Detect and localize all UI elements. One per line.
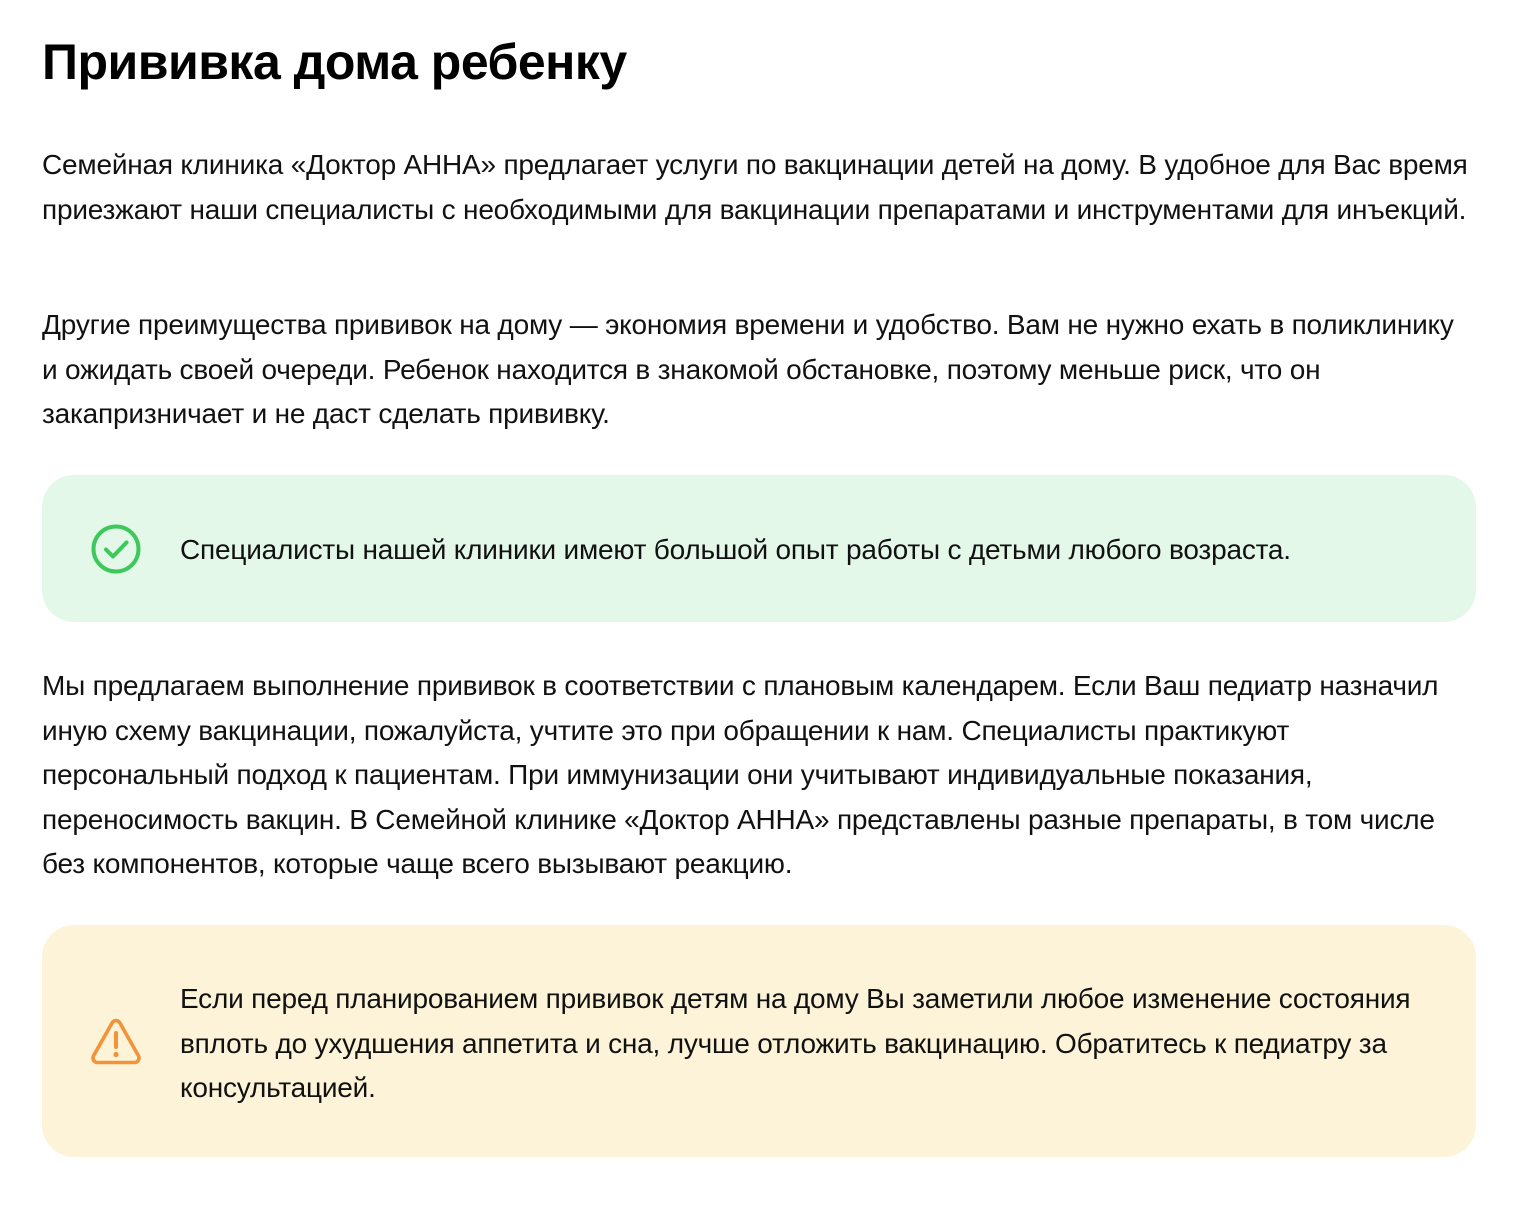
warning-callout (42, 925, 1476, 1157)
warning-triangle-icon (90, 1015, 142, 1067)
page-title: Прививка дома ребенку (42, 34, 627, 90)
check-circle-icon (90, 523, 142, 575)
intro-paragraph: Семейная клиника «Доктор АННА» предлагает услуги по вакцинации детей на дому. В удобное для Вас время приезжают наши специалисты с необходимыми для вакцинации препаратами и инструментами для инъекций. (42, 149, 1468, 225)
success-callout-text: Специалисты нашей клиники имеют большой опыт работы с детьми любого возраста. (180, 534, 1291, 565)
benefits-paragraph: Другие преимущества прививок на дому — экономия времени и удобство. Вам не нужно ехать в поликлинику и ожидать своей очереди. Ребенок находится в знакомой обстановке, поэтому меньше риск, что он закапризничает и не даст сделать прививку. (42, 309, 1454, 429)
schedule-paragraph: Мы предлагаем выполнение прививок в соответствии с плановым календарем. Если Ваш педиатр назначил иную схему вакцинации, пожалуйста, учтите это при обращении к нам. Специалисты практикуют персональный подход к пациентам. При иммунизации они учитывают индивидуальные показания, переносимость вакцин. В Семейной клинике «Доктор АННА» представлены разные препараты, в том числе без компонентов, которые чаще всего вызывают реакцию. (42, 670, 1439, 879)
success-callout (42, 475, 1476, 622)
warning-callout-text: Если перед планированием прививок детям на дому Вы заметили любое изменение состояния вплоть до ухудшения аппетита и сна, лучше отложить вакцинацию. Обратитесь к педиатру за консультацией. (180, 983, 1411, 1103)
